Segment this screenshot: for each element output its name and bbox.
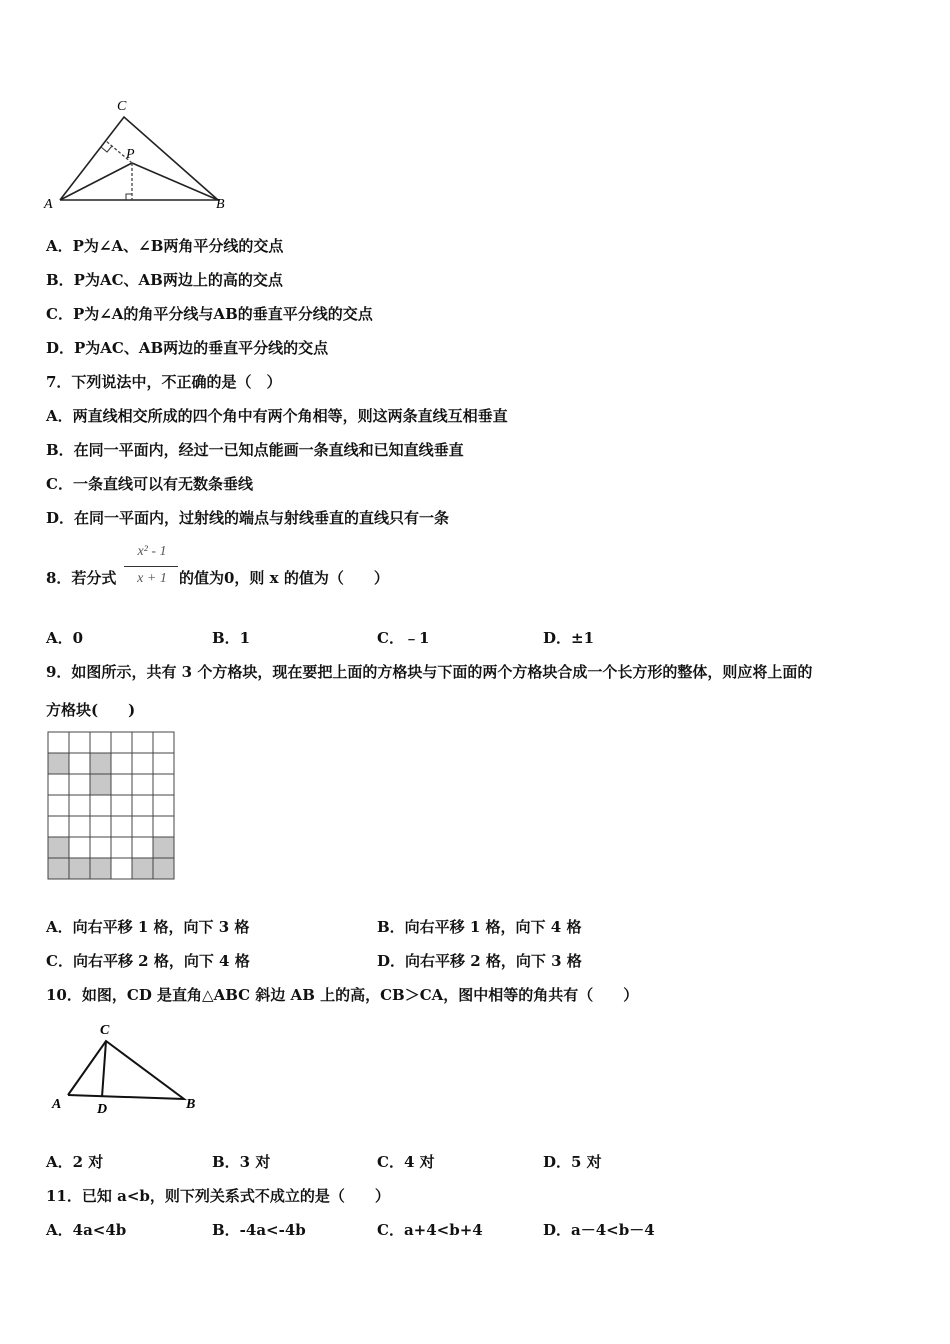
q7-option-c: C．一条直线可以有无数条垂线: [46, 475, 253, 493]
right-angle-mark-ab: [126, 194, 132, 200]
shaded-cell: [48, 858, 69, 879]
label-a: A: [44, 197, 53, 212]
q9-option-b: B．向右平移 1 格，向下 4 格: [377, 918, 582, 936]
q11-option-a: A．4a<4b: [46, 1221, 127, 1239]
shaded-cell: [48, 837, 69, 858]
q11-option-c: C．a+4<b+4: [377, 1221, 483, 1239]
q8-option-a: A．0: [46, 629, 84, 647]
shaded-cell: [69, 858, 90, 879]
q10-option-b: B．3 对: [212, 1153, 271, 1171]
q6-option-a: A．P为∠A、∠B两角平分线的交点: [46, 237, 284, 255]
triangle-abc-outline: [68, 1041, 184, 1099]
q7-option-d: D．在同一平面内，过射线的端点与射线垂直的直线只有一条: [46, 509, 450, 527]
label-b: B: [186, 1097, 196, 1112]
q7-stem: 7．下列说法中，不正确的是（ ）: [46, 373, 282, 391]
q9-stem-line2: 方格块( ): [46, 701, 136, 719]
q11-option-d: D．a－4<b－4: [543, 1221, 655, 1239]
fraction-denominator: x + 1: [137, 571, 167, 586]
q6-option-b: B．P为AC、AB两边上的高的交点: [46, 271, 283, 289]
label-a: A: [52, 1097, 62, 1112]
q9-option-c: C．向右平移 2 格，向下 4 格: [46, 952, 250, 970]
q8-option-d: D．±1: [543, 629, 595, 647]
shaded-cell: [90, 774, 111, 795]
q8-option-b: B．1: [212, 629, 251, 647]
triangle-figure-q10: [46, 1015, 216, 1120]
triangle-figure-q6: [40, 95, 240, 215]
q6-option-d: D．P为AC、AB两边的垂直平分线的交点: [46, 339, 329, 357]
segment-ap: [60, 163, 132, 200]
q8-suffix: 的值为0，则 x 的值为（ ）: [179, 569, 389, 587]
segment-bp: [132, 163, 218, 200]
shaded-cell: [48, 753, 69, 774]
q7-option-b: B．在同一平面内，经过一已知点能画一条直线和已知直线垂直: [46, 441, 464, 459]
q9-option-a: A．向右平移 1 格，向下 3 格: [46, 918, 250, 936]
altitude-cd: [102, 1041, 106, 1097]
q10-option-d: D．5 对: [543, 1153, 602, 1171]
label-c: C: [117, 99, 127, 114]
label-p: P: [126, 147, 135, 162]
q11-stem: 11．已知 a<b，则下列关系式不成立的是（ ）: [46, 1187, 390, 1205]
right-angle-mark-ac: [101, 146, 112, 152]
shaded-cell: [153, 858, 174, 879]
q9-stem-line1: 9．如图所示，共有 3 个方格块，现在要把上面的方格块与下面的两个方格块合成一个长方形的整体，则应将上面的: [46, 663, 813, 681]
q10-option-a: A．2 对: [46, 1153, 104, 1171]
grid-figure-q9: [47, 731, 177, 881]
q10-stem: 10．如图，CD 是直角△ABC 斜边 AB 上的高，CB＞CA，图中相等的角共有（ ）: [46, 986, 639, 1004]
label-b: B: [216, 197, 225, 212]
fraction-numerator: x² - 1: [137, 544, 167, 559]
label-c: C: [100, 1023, 110, 1038]
q8-option-c: C．﹣1: [377, 629, 430, 647]
label-d: D: [97, 1102, 108, 1117]
fraction-bar: [124, 566, 178, 567]
shaded-cell: [90, 753, 111, 774]
q9-option-d: D．向右平移 2 格，向下 3 格: [377, 952, 582, 970]
q6-option-c: C．P为∠A的角平分线与AB的垂直平分线的交点: [46, 305, 373, 323]
q10-option-c: C．4 对: [377, 1153, 435, 1171]
q7-option-a: A．两直线相交所成的四个角中有两个角相等，则这两条直线互相垂直: [46, 407, 508, 425]
shaded-cell: [153, 837, 174, 858]
q8-prefix: 8．若分式: [46, 569, 117, 587]
fraction: [122, 544, 178, 590]
shaded-cell: [132, 858, 153, 879]
shaded-cell: [90, 858, 111, 879]
q11-option-b: B．-4a<-4b: [212, 1221, 306, 1239]
